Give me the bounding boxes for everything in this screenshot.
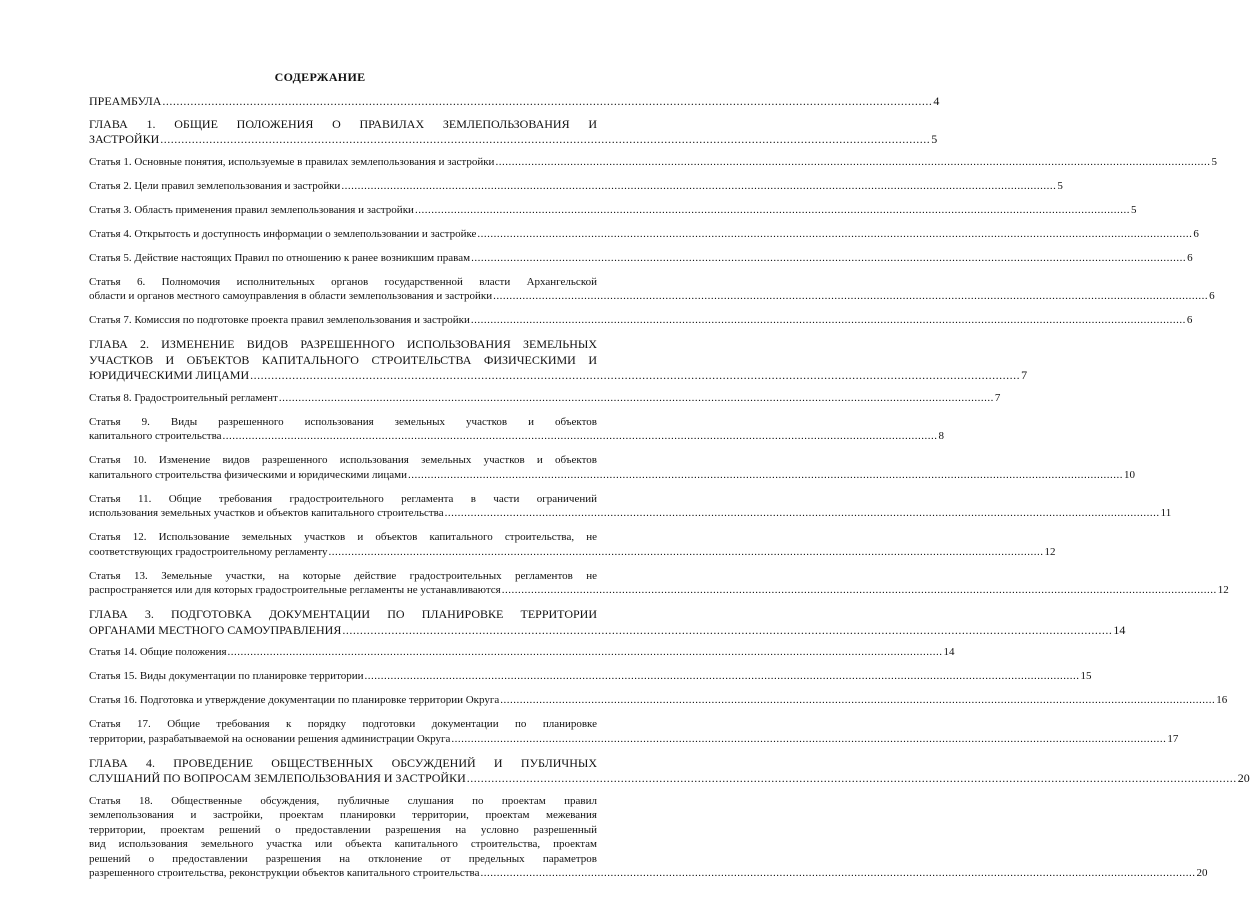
toc-entry-text-line: территории, проектам решений о предоставлении разрешения на условно разрешенный xyxy=(89,823,597,836)
dot-leader: ............................................................................................................................................................................................................................ xyxy=(477,227,1193,240)
toc-page-number: 17 xyxy=(1167,732,1179,745)
dot-leader: ............................................................................................................................................................................................................................ xyxy=(408,468,1124,481)
toc-article-entry[interactable] xyxy=(89,203,1137,218)
toc-entry-text-line: решений о предоставлении разрешения на отклонение от предельных параметров xyxy=(89,852,597,865)
toc-article-entry[interactable] xyxy=(89,453,1136,482)
toc-page-number: 11 xyxy=(1160,507,1172,519)
toc-page-number: 20 xyxy=(1237,771,1250,785)
toc-page-number: 6 xyxy=(1187,251,1193,264)
toc-chapter-entry[interactable] xyxy=(89,607,1126,638)
toc-page-number: 5 xyxy=(931,132,938,146)
toc-entry-text-line: вид использования земельного участка или объекта капитального строительства, проектам xyxy=(89,838,597,850)
toc-page-number: 5 xyxy=(1130,203,1137,216)
toc-article-entry[interactable] xyxy=(89,227,1199,242)
toc-article-entry[interactable] xyxy=(89,569,1229,598)
toc-entry-text-line: распространяется или для которых градостроительные регламенты не устанавливаются xyxy=(89,584,501,596)
toc-entry-text-line: ПРЕАМБУЛА xyxy=(89,94,162,108)
dot-leader: ............................................................................................................................................................................................................................ xyxy=(500,694,1216,706)
toc-page-number: 4 xyxy=(933,94,940,108)
toc-article-entry[interactable] xyxy=(89,313,1193,328)
toc-entry-text-line: области и органов местного самоуправления в области землепользования и застройки xyxy=(89,290,493,302)
toc-page-number: 15 xyxy=(1080,670,1092,682)
dot-leader: ............................................................................................................................................................................................................................ xyxy=(342,622,1113,637)
dot-leader: ............................................................................................................................................................................................................................ xyxy=(278,391,994,404)
toc-chapter-entry[interactable] xyxy=(89,94,940,110)
toc-entry-text-line: ГЛАВА 3. ПОДГОТОВКА ДОКУМЕНТАЦИИ ПО ПЛАНИРОВКЕ ТЕРРИТОРИИ xyxy=(89,607,597,621)
toc-entry-text-line: ОРГАНАМИ МЕСТНОГО САМОУПРАВЛЕНИЯ xyxy=(89,622,342,637)
dot-leader: ............................................................................................................................................................................................................................ xyxy=(444,507,1160,519)
toc-entry-text-line: СЛУШАНИЙ ПО ВОПРОСАМ ЗЕМЛЕПОЛЬЗОВАНИЯ И ЗАСТРОЙКИ xyxy=(89,771,466,785)
toc-page-number: 5 xyxy=(1211,155,1217,168)
toc-entry-text-line: использования земельных участков и объектов капитального строительства xyxy=(89,507,444,519)
toc-entry-text-line: Статья 9. Виды разрешенного использования земельных участков и объектов xyxy=(89,415,597,428)
dot-leader: ............................................................................................................................................................................................................................ xyxy=(227,646,943,658)
toc-page-number: 10 xyxy=(1124,468,1136,481)
toc-entry-text-line: территории, разрабатываемой на основании решения администрации Округа xyxy=(89,732,451,745)
dot-leader: ............................................................................................................................................................................................................................ xyxy=(470,314,1186,326)
dot-leader: ............................................................................................................................................................................................................................ xyxy=(162,94,933,108)
toc-page-number: 6 xyxy=(1209,290,1215,302)
toc-article-entry[interactable] xyxy=(89,275,1215,304)
toc-page-number: 14 xyxy=(943,646,955,658)
toc-page-number: 8 xyxy=(938,430,945,442)
toc-page-number: 14 xyxy=(1113,622,1126,637)
dot-leader: ............................................................................................................................................................................................................................ xyxy=(160,132,931,146)
toc-article-entry[interactable] xyxy=(89,693,1228,708)
toc-entry-text-line: Статья 13. Земельные участки, на которые действие градостроительных регламентов не xyxy=(89,569,597,582)
dot-leader: ............................................................................................................................................................................................................................ xyxy=(471,251,1187,264)
toc-article-entry[interactable] xyxy=(89,391,1001,406)
dot-leader: ............................................................................................................................................................................................................................ xyxy=(341,179,1057,192)
toc-article-entry[interactable] xyxy=(89,645,955,660)
toc-page-number: 7 xyxy=(994,391,1001,404)
dot-leader: ............................................................................................................................................................................................................................ xyxy=(501,584,1217,596)
toc-article-entry[interactable] xyxy=(89,530,1056,559)
dot-leader: ............................................................................................................................................................................................................................ xyxy=(364,670,1080,682)
toc-chapter-entry[interactable] xyxy=(89,116,938,148)
toc-entry-text-line: Статья 15. Виды документации по планировке территории xyxy=(89,670,364,682)
dot-leader: ............................................................................................................................................................................................................................ xyxy=(480,867,1196,879)
dot-leader: ............................................................................................................................................................................................................................ xyxy=(250,368,1021,382)
toc-entry-text-line: ГЛАВА 2. ИЗМЕНЕНИЕ ВИДОВ РАЗРЕШЕННОГО ИСПОЛЬЗОВАНИЯ ЗЕМЕЛЬНЫХ xyxy=(89,337,597,351)
dot-leader: ............................................................................................................................................................................................................................ xyxy=(495,155,1211,168)
toc-chapter-entry[interactable] xyxy=(89,337,1028,384)
toc-entry-text-line: Статья 2. Цели правил землепользования и застройки xyxy=(89,179,341,192)
toc-entry-text-line: ЗАСТРОЙКИ xyxy=(89,132,160,146)
dot-leader: ............................................................................................................................................................................................................................ xyxy=(414,203,1130,216)
toc-entry-text-line: Статья 11. Общие требования градостроительного регламента в части ограничений xyxy=(89,492,597,505)
dot-leader: ............................................................................................................................................................................................................................ xyxy=(328,545,1044,558)
page-title: СОДЕРЖАНИЕ xyxy=(274,70,366,84)
toc-entry-text-line: Статья 5. Действие настоящих Правил по отношению к ранее возникшим правам xyxy=(89,251,471,264)
toc-entry-text-line: Статья 16. Подготовка и утверждение документации по планировке территории Округа xyxy=(89,694,500,706)
toc-article-entry[interactable] xyxy=(89,492,1172,521)
toc-entry-text-line: Статья 1. Основные понятия, используемые в правилах землепользования и застройки xyxy=(89,155,495,168)
toc-entry-text-line: Статья 12. Использование земельных участков и объектов капитального строительства, не xyxy=(89,531,597,543)
toc-entry-text-line: капитального строительства физическими и юридическими лицами xyxy=(89,468,408,481)
dot-leader: ............................................................................................................................................................................................................................ xyxy=(466,771,1237,785)
toc-article-entry[interactable] xyxy=(89,794,1208,881)
dot-leader: ............................................................................................................................................................................................................................ xyxy=(493,290,1209,302)
toc-page-number: 6 xyxy=(1186,314,1193,326)
toc-article-entry[interactable] xyxy=(89,415,945,444)
toc-page-number: 12 xyxy=(1044,545,1056,558)
toc-entry-text-line: Статья 17. Общие требования к порядку подготовки документации по планировке xyxy=(89,718,597,730)
toc-entry-text-line: землепользования и застройки, проектам планировки территории, проектам межевания xyxy=(89,809,597,821)
toc-entry-text-line: УЧАСТКОВ И ОБЪЕКТОВ КАПИТАЛЬНОГО СТРОИТЕЛЬСТВА ФИЗИЧЕСКИМИ И xyxy=(89,352,597,367)
toc-entry-text-line: разрешенного строительства, реконструкции объектов капитального строительства xyxy=(89,867,480,879)
toc-page-number: 16 xyxy=(1216,694,1228,706)
toc-entry-text-line: Статья 8. Градостроительный регламент xyxy=(89,391,278,404)
toc-entry-text-line: Статья 7. Комиссия по подготовке проекта правил землепользования и застройки xyxy=(89,314,470,326)
toc-entry-text-line: Статья 6. Полномочия исполнительных органов государственной власти Архангельской xyxy=(89,275,597,288)
dot-leader: ............................................................................................................................................................................................................................ xyxy=(222,430,938,442)
toc-page-number: 7 xyxy=(1021,368,1028,382)
toc-entry-text-line: ГЛАВА 4. ПРОВЕДЕНИЕ ОБЩЕСТВЕННЫХ ОБСУЖДЕНИЙ И ПУБЛИЧНЫХ xyxy=(89,755,597,770)
toc-article-entry[interactable] xyxy=(89,717,1179,746)
toc-entry-text-line: Статья 10. Изменение видов разрешенного использования земельных участков и объектов xyxy=(89,454,597,466)
toc-entry-text-line: ГЛАВА 1. ОБЩИЕ ПОЛОЖЕНИЯ О ПРАВИЛАХ ЗЕМЛЕПОЛЬЗОВАНИЯ И xyxy=(89,116,597,131)
toc-page-number: 12 xyxy=(1217,584,1229,596)
toc-article-entry[interactable] xyxy=(89,251,1193,266)
table-of-contents xyxy=(89,94,1250,890)
toc-page-number: 20 xyxy=(1196,867,1208,879)
toc-article-entry[interactable] xyxy=(89,179,1063,194)
toc-entry-text-line: Статья 14. Общие положения xyxy=(89,646,227,658)
toc-chapter-entry[interactable] xyxy=(89,755,1250,787)
toc-page-number: 5 xyxy=(1057,179,1063,192)
toc-entry-text-line: Статья 4. Открытость и доступность информации о землепользовании и застройке xyxy=(89,227,477,240)
toc-entry-text-line: соответствующих градостроительному регламенту xyxy=(89,545,328,558)
toc-article-entry[interactable] xyxy=(89,155,1217,170)
toc-entry-text-line: Статья 18. Общественные обсуждения, публичные слушания по проектам правил xyxy=(89,794,597,807)
toc-entry-text-line: ЮРИДИЧЕСКИМИ ЛИЦАМИ xyxy=(89,368,250,382)
toc-entry-text-line: капитального строительства xyxy=(89,430,222,442)
dot-leader: ............................................................................................................................................................................................................................ xyxy=(451,732,1167,745)
toc-entry-text-line: Статья 3. Область применения правил землепользования и застройки xyxy=(89,203,414,216)
toc-page-number: 6 xyxy=(1193,227,1199,240)
toc-article-entry[interactable] xyxy=(89,669,1092,684)
